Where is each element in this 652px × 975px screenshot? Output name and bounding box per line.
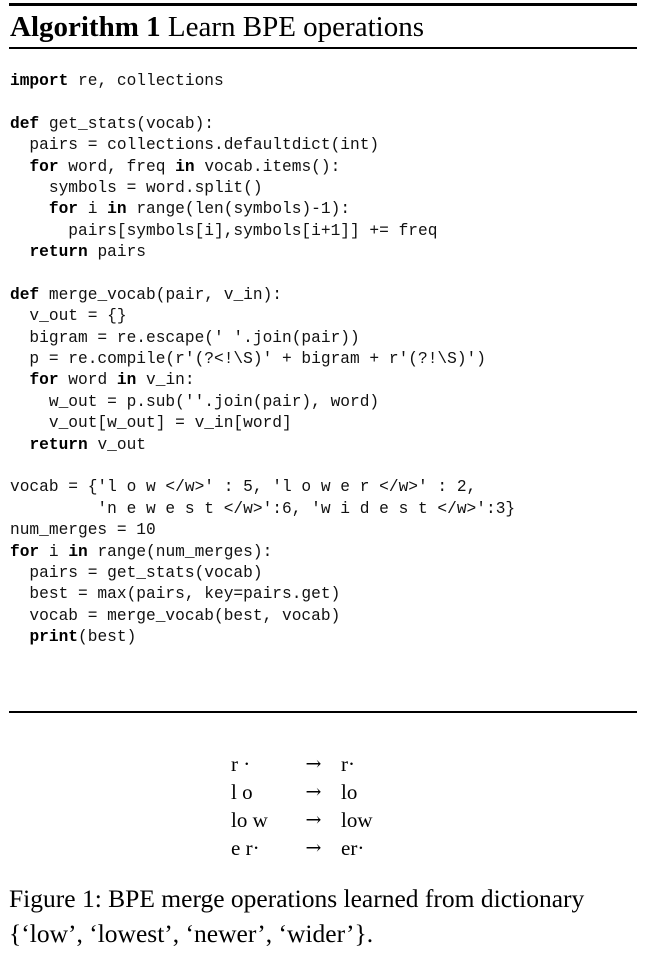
code-text: v_in: bbox=[136, 371, 195, 390]
code-line bbox=[10, 370, 515, 391]
figure-caption: Figure 1: BPE merge operations learned from dictionary {‘low’, ‘lowest’, ‘newer’, ‘wider’}. bbox=[9, 884, 585, 948]
code-line bbox=[10, 456, 515, 477]
code-line bbox=[10, 157, 515, 178]
merge-result: r· bbox=[341, 752, 355, 776]
arrow-icon: → bbox=[305, 781, 322, 803]
code-text: v_out = {} bbox=[10, 307, 127, 326]
code-keyword: def bbox=[10, 114, 40, 133]
bottom-rule bbox=[9, 711, 637, 713]
code-line bbox=[10, 435, 515, 456]
code-text bbox=[10, 158, 29, 176]
code-line bbox=[10, 520, 515, 541]
code-keyword: print bbox=[29, 628, 79, 647]
code-text bbox=[10, 243, 29, 261]
code-text: re, collections bbox=[68, 72, 224, 90]
code-text: vocab = merge_vocab(best, vocab) bbox=[10, 606, 341, 625]
code-keyword: in bbox=[175, 157, 195, 176]
code-text bbox=[10, 200, 49, 218]
arrow-icon: → bbox=[305, 809, 322, 831]
code-line bbox=[10, 285, 515, 306]
code-line bbox=[10, 392, 515, 413]
code-keyword: for bbox=[29, 157, 59, 176]
code-keyword: def bbox=[10, 285, 40, 304]
code-keyword: import bbox=[10, 72, 69, 90]
code-text: vocab = {'l o w </w>' : 5, 'l o w e r </w>' : 2, bbox=[10, 478, 477, 497]
code-line bbox=[10, 627, 515, 648]
code-line bbox=[10, 349, 515, 370]
code-line bbox=[10, 264, 515, 285]
merge-source: lo w bbox=[231, 808, 268, 832]
merge-row bbox=[231, 806, 373, 834]
merge-source: l o bbox=[231, 780, 253, 804]
code-text: i bbox=[39, 542, 69, 561]
code-text: 'n e w e s t </w>':6, 'w i d e s t </w>':3} bbox=[10, 499, 516, 518]
code-text: get_stats(vocab): bbox=[39, 114, 215, 133]
code-text: word, freq bbox=[58, 157, 176, 176]
top-rule bbox=[9, 3, 637, 6]
code-line bbox=[10, 199, 515, 220]
code-line bbox=[10, 135, 515, 156]
code-text: i bbox=[78, 200, 108, 219]
code-keyword: for bbox=[48, 200, 79, 219]
merge-row bbox=[231, 778, 373, 806]
code-line bbox=[10, 242, 515, 263]
code-line bbox=[10, 499, 515, 520]
merge-result: er· bbox=[341, 836, 365, 860]
code-line bbox=[10, 306, 515, 327]
merge-source: e r· bbox=[231, 836, 260, 860]
code-line bbox=[10, 92, 515, 113]
code-text bbox=[10, 436, 29, 454]
code-line bbox=[10, 563, 515, 584]
merge-row bbox=[231, 750, 373, 778]
code-line bbox=[10, 328, 515, 349]
merge-result: lo bbox=[341, 780, 358, 804]
code-keyword: for bbox=[10, 542, 40, 561]
code-text: word bbox=[58, 371, 117, 390]
merge-result: low bbox=[341, 808, 373, 832]
code-line bbox=[10, 178, 515, 199]
arrow-icon: → bbox=[305, 753, 322, 775]
code-keyword: in bbox=[116, 371, 137, 390]
code-text: pairs[symbols[i],symbols[i+1]] += freq bbox=[10, 221, 438, 240]
code-line bbox=[10, 114, 515, 135]
code-text bbox=[10, 628, 29, 646]
code-text: pairs bbox=[87, 243, 147, 262]
code-line bbox=[10, 542, 515, 563]
code-keyword: in bbox=[68, 542, 88, 561]
code-text: merge_vocab(pair, v_in): bbox=[39, 285, 283, 304]
code-keyword: for bbox=[29, 371, 59, 390]
code-line bbox=[10, 71, 515, 92]
code-keyword: return bbox=[29, 243, 88, 262]
code-text: range(len(symbols)-1): bbox=[126, 200, 351, 219]
algorithm-header bbox=[10, 9, 424, 45]
code-line bbox=[10, 584, 515, 605]
code-text: w_out = p.sub(''.join(pair), word) bbox=[10, 392, 380, 411]
code-text: (best) bbox=[78, 628, 137, 647]
code-line bbox=[10, 221, 515, 242]
code-text: num_merges = 10 bbox=[10, 521, 156, 540]
code-text: p = re.compile(r'(?<!\S)' + bigram + r'(?!\S)') bbox=[10, 350, 486, 369]
algorithm-title: Learn BPE operations bbox=[167, 11, 424, 43]
code-text: pairs = get_stats(vocab) bbox=[10, 563, 263, 582]
code-text: symbols = word.split() bbox=[10, 178, 263, 197]
code-text: range(num_merges): bbox=[87, 542, 273, 561]
code-text: v_out[w_out] = v_in[word] bbox=[10, 414, 292, 433]
algorithm-label: Algorithm 1 bbox=[10, 11, 161, 43]
merge-row bbox=[231, 834, 373, 862]
code-keyword: in bbox=[107, 200, 127, 219]
code-text: pairs = collections.defaultdict(int) bbox=[10, 136, 380, 155]
code-line bbox=[10, 477, 515, 498]
code-listing bbox=[10, 71, 515, 649]
header-rule bbox=[9, 47, 637, 49]
code-line bbox=[10, 413, 515, 434]
code-text: v_out bbox=[87, 435, 147, 454]
code-text bbox=[10, 371, 29, 389]
code-text: bigram = re.escape(' '.join(pair)) bbox=[10, 328, 360, 347]
code-keyword: return bbox=[29, 435, 88, 454]
merge-operations-table bbox=[231, 750, 373, 862]
code-text: vocab.items(): bbox=[194, 157, 341, 176]
merge-source: r · bbox=[231, 752, 251, 776]
code-line bbox=[10, 606, 515, 627]
code-text: best = max(pairs, key=pairs.get) bbox=[10, 585, 341, 604]
arrow-icon: → bbox=[305, 837, 322, 859]
